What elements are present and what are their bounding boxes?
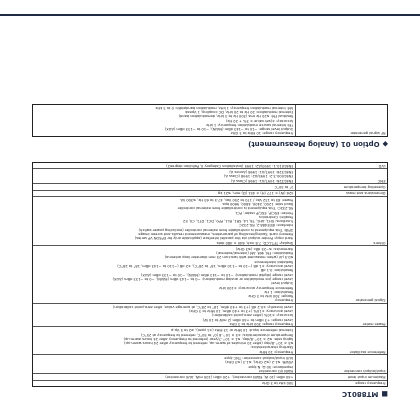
spec-line: Accuracy: ±(set value × 3% + 20 Hz)	[226, 118, 294, 123]
spec-line: 426 (W) × 177 (H) × 451 (D) mm, ≤21 kg	[217, 191, 294, 196]
spec-line: Parallel: Centronics	[258, 214, 294, 219]
spec-line: Output level	[271, 281, 294, 286]
page-footer-rule	[0, 14, 420, 16]
spec-line: Aging rate: ≤2 × 10^-8/day, ≤1 × 10^-7/year (referred to frequency after 24 hours warm-up)	[123, 336, 294, 341]
spec-line: Level range (digital modulation): −10 to −143 dBm (MAIN), −10 to −133 dBm (AUX)	[140, 272, 294, 277]
option-spec-table	[32, 104, 388, 137]
spec-row	[33, 196, 387, 245]
spec-line: Level accuracy: ±10% (+3 to +40 dBm, 10 MHz to 3 GHz)	[189, 309, 294, 314]
spec-line: ≤5 × 10^-8/day (after 10 minutes of warm-up, referred to frequency after 24 hours warm-up)	[124, 341, 294, 346]
spec-row	[33, 163, 387, 168]
spec-line: Level range: +3 dBm to +40 dBm (2 mW to 10 W)	[202, 317, 294, 322]
spec-line: 300 kHz to 3 GHz	[262, 381, 294, 386]
spec-values	[33, 197, 295, 245]
spec-row	[33, 303, 387, 326]
spec-values	[33, 304, 295, 326]
spec-line: +40 dBm (10 W, MAIN connector), +20 dBm (100 mW, AUX connector)	[165, 375, 294, 380]
spec-line: Range: 300 kHz to 3 GHz	[248, 294, 294, 299]
square-bullet-icon: ■	[381, 390, 388, 398]
spec-line: Frequency	[274, 298, 294, 303]
option-section-heading	[58, 140, 388, 148]
spec-values	[33, 191, 295, 196]
spec-line: Level accuracy: ±1 dB (−10 to −110 dBm, 18° to 28°C), ±2 dB (−110 to −143 dBm, 18° to 28°C)	[117, 264, 294, 269]
spec-line: Printer: ESC/P, ESC/P raster, PCL	[235, 210, 294, 215]
spec-values	[33, 374, 295, 379]
spec-line: AUX input/output connector: TNC-type	[224, 356, 294, 361]
spec-line: VSWR: ≤1.2 (≤2 GHz), ≤1.3 (≤3 GHz)	[225, 360, 294, 365]
spec-line: External modulation: 20 Hz to 20 kHz, DC coupling, 1 Vpeak	[185, 110, 294, 115]
spec-label: Reference oscillator	[295, 327, 387, 354]
spec-line: Hard copy: Printer output via the parallel interface (applicable only for EPSON VP series)	[134, 236, 294, 241]
spec-line: GPIB: This equipment is controllable from external controller (excluding power switch)	[138, 227, 294, 232]
spec-label: Others	[295, 197, 387, 245]
spec-line: Functions: SH1, AH1, T6, L4, SR1, RL1, PP0, DC1, DT1, C0, E2	[183, 219, 294, 224]
spec-line: Harmonics: ≤−25 dBc (≤3 GHz)	[235, 246, 294, 251]
spec-row	[33, 168, 387, 183]
spec-values	[33, 327, 295, 354]
spec-line: Interface: IEEE488.2, RS-232C	[239, 223, 294, 228]
main-section-title: MT8801C	[342, 390, 379, 398]
spec-values	[33, 105, 295, 136]
spec-line: Display: TFT-LCD, 7.8 inch, 640 × 480 dots	[216, 240, 294, 245]
spec-row	[33, 245, 387, 303]
spec-values	[33, 169, 295, 183]
spec-line: EN61326: 1997/A1: 1998 (Class A)	[231, 178, 294, 183]
option-section-title: Option 01 (Analog Measurement)	[248, 140, 380, 148]
spec-values	[33, 184, 295, 189]
spec-line: Memory card: Saving/recalling of parameters, measurement results and screen image	[138, 232, 294, 236]
spec-label: Operating temperature	[295, 184, 387, 189]
spec-line: AM: Internal modulation frequency: 1 kHz, modulation bandwidth: 0 to 3 kHz	[155, 105, 294, 110]
spec-line: ≤0.5 μV (when measured with two-turn 25 mm diameter loop antenna)	[164, 255, 294, 260]
spec-row	[33, 183, 387, 189]
spec-row	[33, 105, 387, 136]
spec-row	[33, 380, 387, 386]
spec-values	[33, 381, 295, 386]
spec-line: RS-232C: This equipment is controllable from external controller	[177, 206, 294, 211]
spec-line: External reference input: 10 MHz or 13 MHz (±1 ppm), ≥2 to 5 Vp-p	[171, 328, 294, 333]
main-section-heading	[58, 390, 388, 398]
spec-line: Power: 85 to 132 Vac / 170 to 250 Vac, 47.5 to 63 Hz, ≤300 VA	[180, 197, 294, 202]
spec-line: EN61326: 1997/A1: 1998 (Annex A)	[229, 170, 294, 175]
spec-line: Reference frequency accuracy: ±100 kHz	[219, 285, 294, 290]
spec-line: Baud rate: 1200, 2400, 4800, 9600 bps	[222, 201, 294, 206]
spec-line: Frequency range: 300 kHz to 3 GHz	[229, 321, 294, 326]
spec-line: EN61010-1: 1993/A2: 1995 (Installation Category II, Pollution degree2)	[166, 163, 294, 168]
spec-values	[33, 163, 295, 168]
spec-line: Modulation: FM, ΦM, AM (internal/external)	[216, 251, 294, 256]
spec-label: LVD	[295, 163, 387, 168]
spec-line: Frequency: 10 MHz	[259, 349, 294, 354]
spec-line: Residual FM: ≤20 Hz rms (300 Hz to 3 kHz, demodulation band)	[178, 114, 294, 119]
spec-line: Radiated interference	[254, 259, 294, 264]
spec-line: Level linearity: ±0.2 dB (+3 to +40 dBm, 18° to 28°C, at average value, after zero-point calibration)	[112, 304, 294, 309]
spec-row	[33, 354, 387, 373]
spec-line: Resolution: 0.1 dB	[260, 268, 294, 273]
spec-line: Level range (no modulation or analog modulation): −0 to −143 dBm (MAIN), −0 to −133 dBm (AUX)	[112, 276, 294, 281]
spec-row	[33, 190, 387, 196]
main-spec-table	[32, 162, 388, 387]
spec-label: Frequency range	[295, 381, 387, 386]
spec-row	[33, 373, 387, 379]
spec-line: MAIN I/O connector	[258, 368, 294, 373]
spec-label: Power meter	[295, 304, 387, 326]
spec-row	[33, 326, 387, 354]
spec-label: RF signal generator	[295, 105, 387, 136]
spec-label: Signal generator	[295, 246, 387, 303]
spec-line: FM: Internal source modulation frequency: 1 kHz	[206, 122, 294, 127]
spec-label: Dimensions and mass	[295, 191, 387, 196]
spec-line: Temperature characteristics: ±5 × 10^-8 (0° to 50°C, referred to frequency at 25°C)	[140, 332, 294, 337]
spec-line: Starting characteristics:	[250, 345, 294, 350]
spec-line: Accuracy: ±10% (after zero-point calibration)	[212, 313, 294, 318]
spec-line: 0° to 50°C	[274, 185, 294, 190]
spec-line: Frequency range: 10 MHz to 3 GHz	[230, 131, 294, 136]
spec-line: Impedance: 50 Ω, N-type	[248, 364, 294, 369]
spec-values	[33, 246, 295, 303]
spec-label: Maximum input level	[295, 374, 387, 379]
spec-line: Resolution: 1 Hz	[264, 289, 294, 294]
spec-label: Input/output connector	[295, 355, 387, 373]
spec-label: EMC	[295, 169, 387, 183]
spec-line: Output level range: −10 to −143 dBm (MAIN), −10 to −133 dBm (AUX)	[164, 127, 294, 132]
spec-line: EN61000-3-2: 1995/A2: 1998 (Class A)	[223, 174, 294, 179]
spec-values	[33, 355, 295, 373]
diamond-bullet-icon: ◆	[382, 140, 388, 148]
